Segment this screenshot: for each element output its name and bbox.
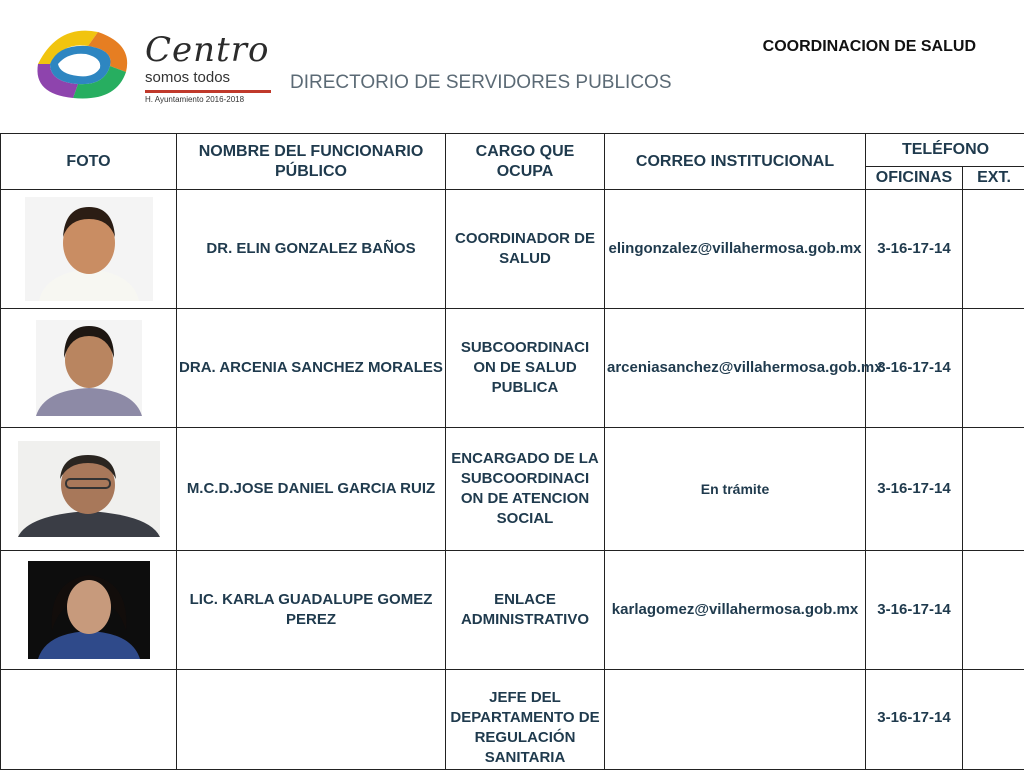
row-cargo: JEFE DEL DEPARTAMENTO DE REGULACIÓN SANITARIA bbox=[446, 670, 605, 770]
header-ext: EXT. bbox=[963, 167, 1024, 190]
brand-block bbox=[145, 32, 271, 104]
directory-table bbox=[0, 133, 1024, 770]
photo-cell bbox=[1, 428, 177, 551]
row-correo: En trámite bbox=[605, 428, 866, 551]
row-oficinas: 3-16-17-14 bbox=[866, 309, 963, 428]
header-telefono: TELÉFONO bbox=[866, 134, 1024, 167]
row-cargo: SUBCOORDINACI ON DE SALUD PUBLICA bbox=[446, 309, 605, 428]
row-ext bbox=[963, 551, 1024, 670]
page-header bbox=[0, 0, 1024, 134]
table-row bbox=[1, 670, 1024, 770]
avatar bbox=[28, 561, 150, 659]
avatar bbox=[25, 197, 153, 301]
header-correo: CORREO INSTITUCIONAL bbox=[605, 134, 866, 190]
row-nombre bbox=[177, 670, 446, 770]
row-oficinas: 3-16-17-14 bbox=[866, 428, 963, 551]
row-nombre: M.C.D.JOSE DANIEL GARCIA RUIZ bbox=[177, 428, 446, 551]
brand-slogan: somos todos bbox=[145, 70, 271, 86]
row-correo[interactable]: karlagomez@villahermosa.gob.mx bbox=[605, 551, 866, 670]
header-nombre: NOMBRE DEL FUNCIONARIO PÚBLICO bbox=[177, 134, 446, 190]
row-oficinas: 3-16-17-14 bbox=[866, 190, 963, 309]
row-oficinas: 3-16-17-14 bbox=[866, 551, 963, 670]
header-foto: FOTO bbox=[1, 134, 177, 190]
photo-cell bbox=[1, 670, 177, 770]
row-correo[interactable]: elingonzalez@villahermosa.gob.mx bbox=[605, 190, 866, 309]
brand-divider bbox=[145, 90, 271, 93]
row-cargo: ENCARGADO DE LA SUBCOORDINACI ON DE ATENCION SOCIAL bbox=[446, 428, 605, 551]
row-nombre: DR. ELIN GONZALEZ BAÑOS bbox=[177, 190, 446, 309]
department-title: COORDINACION DE SALUD bbox=[763, 38, 976, 56]
row-ext bbox=[963, 428, 1024, 551]
row-correo[interactable]: arceniasanchez@villahermosa.gob.mx bbox=[605, 309, 866, 428]
page-title: DIRECTORIO DE SERVIDORES PUBLICOS bbox=[290, 72, 672, 94]
table-row bbox=[1, 551, 1024, 670]
row-ext bbox=[963, 670, 1024, 770]
photo-cell bbox=[1, 309, 177, 428]
centro-logo-icon bbox=[28, 24, 138, 104]
header-cargo: CARGO QUE OCUPA bbox=[446, 134, 605, 190]
row-cargo: ENLACE ADMINISTRATIVO bbox=[446, 551, 605, 670]
table-row bbox=[1, 309, 1024, 428]
avatar bbox=[18, 441, 160, 537]
brand-name: Centro bbox=[145, 32, 271, 68]
row-nombre: LIC. KARLA GUADALUPE GOMEZ PEREZ bbox=[177, 551, 446, 670]
table-row bbox=[1, 190, 1024, 309]
row-ext bbox=[963, 190, 1024, 309]
avatar bbox=[36, 320, 142, 416]
photo-cell bbox=[1, 551, 177, 670]
row-cargo: COORDINADOR DE SALUD bbox=[446, 190, 605, 309]
row-nombre: DRA. ARCENIA SANCHEZ MORALES bbox=[177, 309, 446, 428]
row-ext bbox=[963, 309, 1024, 428]
photo-cell bbox=[1, 190, 177, 309]
table-row bbox=[1, 428, 1024, 551]
row-oficinas: 3-16-17-14 bbox=[866, 670, 963, 770]
brand-subtitle: H. Ayuntamiento 2016-2018 bbox=[145, 95, 271, 104]
header-oficinas: OFICINAS bbox=[866, 167, 963, 190]
row-correo bbox=[605, 670, 866, 770]
